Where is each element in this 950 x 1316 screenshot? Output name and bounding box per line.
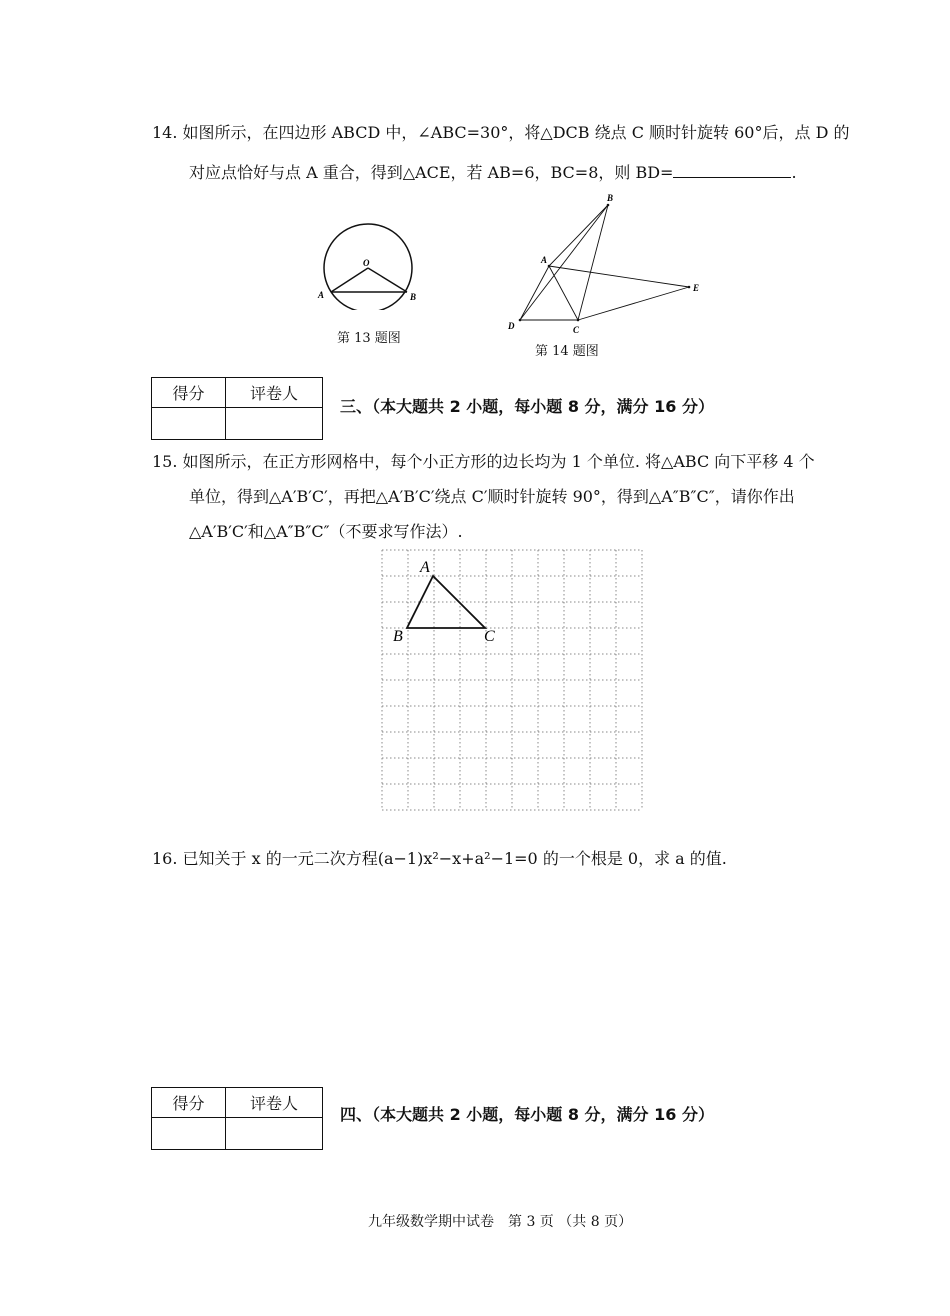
q15-line2: 单位，得到△A′B′C′，再把△A′B′C′绕点 C′顺时针旋转 90°，得到△A″B″C″，请你作出: [189, 487, 795, 506]
score-cell[interactable]: [152, 1118, 226, 1150]
score-header: 得分: [152, 378, 226, 408]
q16-text: 16. 已知关于 x 的一元二次方程(a−1)x²−x+a²−1=0 的一个根是 0，求 a 的值.: [152, 849, 727, 868]
grid-label-a: A: [420, 559, 430, 576]
figure-13: [310, 215, 420, 310]
fig13-label-b: B: [410, 292, 417, 302]
grader-header: 评卷人: [226, 378, 323, 408]
fig14-seg-ac: [549, 266, 578, 320]
q14-line1: 14. 如图所示，在四边形 ABCD 中，∠ABC=30°，将△DCB 绕点 C 顺时针旋转 60°后，点 D 的: [152, 123, 850, 142]
fig14-seg-ce: [578, 287, 689, 320]
section4-heading: 四、（本大题共 2 小题，每小题 8 分，满分 16 分）: [340, 1105, 714, 1124]
grid-label-b: B: [393, 628, 403, 645]
fig14-seg-db: [520, 205, 608, 320]
score-header: 得分: [152, 1088, 226, 1118]
fig13-radius-ob: [368, 268, 407, 292]
score-cell[interactable]: [152, 408, 226, 440]
fig13-label-o: O: [363, 258, 370, 268]
fig14-label-d: D: [508, 321, 515, 331]
fig14-seg-ae: [549, 266, 689, 287]
q15-line1: 15. 如图所示，在正方形网格中，每个小正方形的边长均为 1 个单位. 将△ABC 向下平移 4 个: [152, 452, 815, 471]
fig13-caption: 第 13 题图: [337, 331, 401, 346]
q14-line2-text: 对应点恰好与点 A 重合，得到△ACE，若 AB=6，BC=8，则 BD=: [189, 163, 674, 182]
fig14-caption: 第 14 题图: [535, 344, 599, 359]
fig14-label-b: B: [607, 193, 614, 203]
grid-label-c: C: [484, 628, 495, 645]
grader-cell[interactable]: [226, 1118, 323, 1150]
grader-cell[interactable]: [226, 408, 323, 440]
fig14-label-a: A: [541, 255, 548, 265]
answer-blank[interactable]: [673, 162, 791, 178]
q15-line3: △A′B′C′和△A″B″C″（不要求写作法）.: [189, 522, 463, 541]
page-footer: 九年级数学期中试卷 第 3 页 （共 8 页）: [368, 1214, 633, 1230]
score-box-section3: [151, 377, 323, 440]
square-grid: [374, 543, 644, 815]
fig14-seg-ab: [549, 205, 608, 266]
q14-line2: [189, 162, 797, 184]
section3-heading: 三、（本大题共 2 小题，每小题 8 分，满分 16 分）: [340, 397, 714, 416]
fig14-seg-da: [520, 266, 549, 320]
q14-line2-end: .: [791, 163, 797, 182]
grader-header: 评卷人: [226, 1088, 323, 1118]
score-box-section4: [151, 1087, 323, 1150]
fig14-seg-cb: [578, 205, 608, 320]
fig13-label-a: A: [318, 290, 325, 300]
figure-14: [500, 188, 715, 338]
fig14-label-c: C: [573, 325, 580, 335]
fig14-label-e: E: [693, 283, 700, 293]
fig13-radius-oa: [331, 268, 368, 292]
